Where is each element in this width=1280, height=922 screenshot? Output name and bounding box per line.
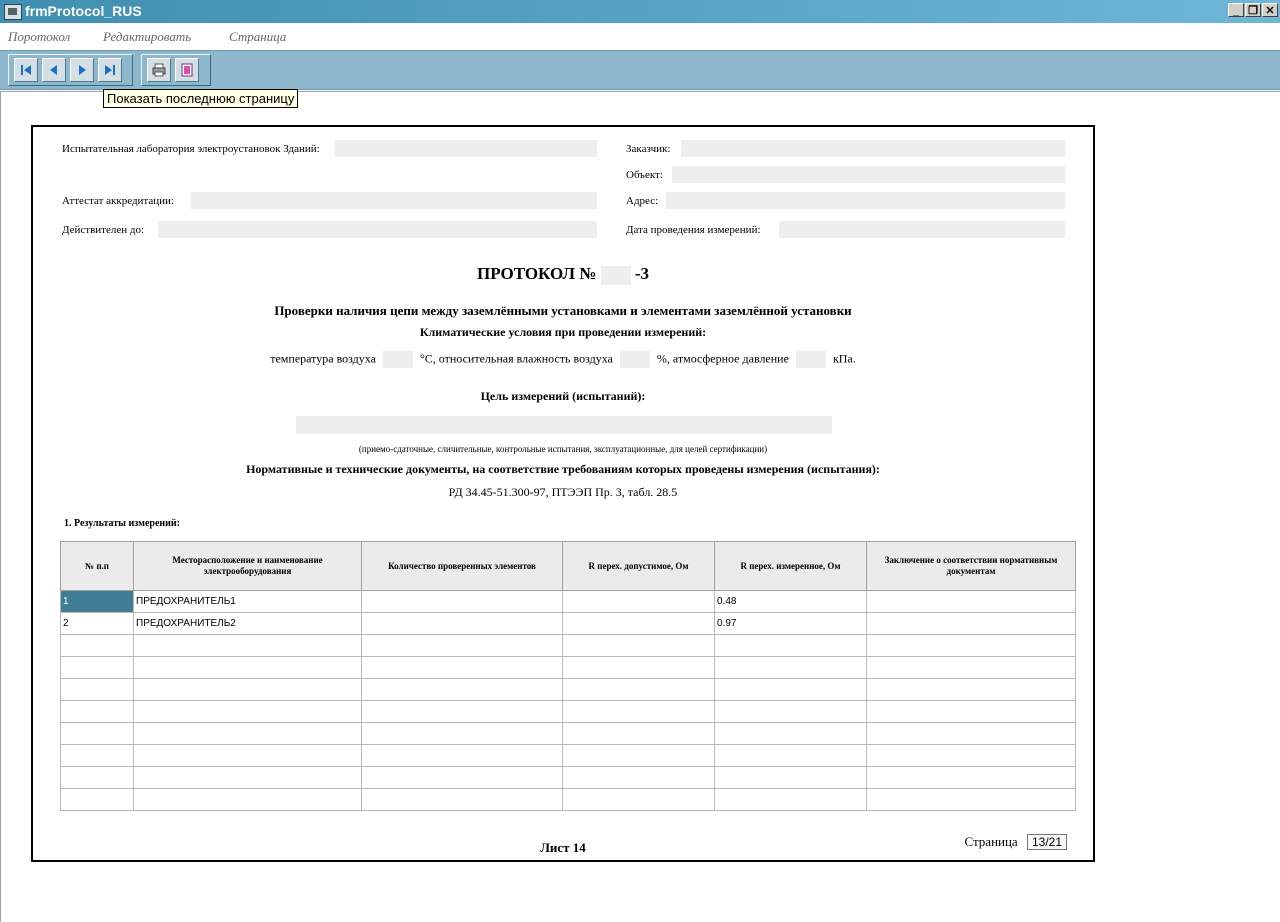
table-cell[interactable] (563, 701, 715, 723)
sheet-label: Лист 14 (540, 840, 586, 855)
table-row[interactable] (61, 723, 1076, 745)
menu-page[interactable]: Страница (229, 29, 287, 44)
valid-until-label: Действителен до: (62, 224, 145, 236)
table-cell[interactable] (867, 613, 1076, 635)
date-label: Дата проведения измерений: (626, 224, 761, 236)
climate-line (33, 351, 1093, 368)
customer-label: Заказчик: (626, 143, 671, 155)
page-label: Страница (964, 834, 1018, 849)
table-cell[interactable]: ПРЕДОХРАНИТЕЛЬ2 (134, 613, 362, 635)
table-cell[interactable] (134, 767, 362, 789)
table-cell[interactable] (867, 635, 1076, 657)
first-page-button[interactable] (14, 58, 38, 82)
goal-hint: (приемо-сдаточные, сличительные, контрольные испытания, эксплуатационные, для целей сертификации) (358, 444, 768, 454)
menu-protocol[interactable]: Поротокол (8, 29, 71, 44)
table-cell[interactable] (563, 613, 715, 635)
column-header-number: № п.п (61, 542, 134, 591)
table-cell[interactable] (563, 745, 715, 767)
protocol-title-suffix: -3 (634, 264, 650, 283)
table-cell[interactable] (715, 767, 867, 789)
tooltip: Показать последнюю страницу (103, 89, 298, 108)
table-cell[interactable] (134, 745, 362, 767)
table-cell[interactable] (61, 745, 134, 767)
table-cell[interactable] (563, 591, 715, 613)
table-cell[interactable] (563, 789, 715, 811)
table-cell[interactable] (715, 679, 867, 701)
table-cell[interactable] (715, 789, 867, 811)
print-button[interactable] (147, 58, 171, 82)
table-cell[interactable] (715, 657, 867, 679)
window-title: frmProtocol_RUS (25, 3, 142, 19)
table-cell[interactable] (134, 789, 362, 811)
table-cell[interactable] (563, 635, 715, 657)
column-header-location: Месторасположение и наименование электрооборудования (134, 542, 362, 591)
protocol-number-field[interactable] (601, 266, 631, 285)
export-button[interactable] (175, 58, 199, 82)
climate-temp-label: температура воздуха (270, 351, 376, 366)
protocol-subtitle: Проверки наличия цепи между заземлёнными установками и элементами заземлённой установки (274, 303, 852, 318)
address-field[interactable] (666, 192, 1065, 209)
next-page-icon (74, 62, 90, 78)
app-icon[interactable] (4, 4, 22, 20)
table-cell[interactable] (867, 723, 1076, 745)
table-cell[interactable] (362, 635, 563, 657)
restore-button[interactable]: ❐ (1245, 3, 1261, 17)
actions-group (141, 54, 211, 86)
table-row[interactable] (61, 657, 1076, 679)
next-page-button[interactable] (70, 58, 94, 82)
table-cell[interactable] (362, 657, 563, 679)
valid-until-field[interactable] (158, 221, 597, 238)
table-cell[interactable] (61, 789, 134, 811)
export-icon (179, 62, 195, 78)
table-cell[interactable] (61, 635, 134, 657)
page-number-box: 13/21 (1027, 834, 1067, 850)
table-cell[interactable]: 1 (61, 591, 134, 613)
table-cell[interactable]: 0.48 (715, 591, 867, 613)
menu-edit[interactable]: Редактировать (103, 29, 192, 44)
table-cell[interactable] (563, 679, 715, 701)
table-cell[interactable]: 2 (61, 613, 134, 635)
results-table (60, 541, 1076, 811)
table-cell[interactable] (362, 679, 563, 701)
table-cell[interactable] (362, 723, 563, 745)
table-cell[interactable] (563, 723, 715, 745)
humidity-field[interactable] (620, 351, 650, 368)
table-cell[interactable] (362, 613, 563, 635)
table-row[interactable] (61, 789, 1076, 811)
protocol-title (33, 264, 1093, 285)
table-row[interactable] (61, 591, 1076, 613)
table-cell[interactable] (563, 657, 715, 679)
table-cell[interactable] (134, 723, 362, 745)
norms-value: РД 34.45-51.300-97, ПТЭЭП Пр. 3, табл. 28.5 (448, 485, 678, 499)
table-cell[interactable] (362, 591, 563, 613)
climate-unit-pct: %, атмосферное давление (656, 351, 789, 366)
table-row[interactable] (61, 679, 1076, 701)
climate-heading: Климатические условия при проведении измерений: (419, 325, 707, 339)
table-cell[interactable] (715, 635, 867, 657)
table-cell[interactable] (867, 679, 1076, 701)
title-bar (0, 0, 1280, 23)
lab-label: Испытательная лаборатория электроустановок Зданий: (62, 143, 320, 155)
object-field[interactable] (672, 166, 1065, 183)
climate-unit-kpa: кПа. (832, 351, 856, 366)
close-button[interactable]: ✕ (1262, 3, 1278, 17)
table-cell[interactable] (134, 635, 362, 657)
table-row[interactable] (61, 767, 1076, 789)
climate-unit-c: °С, относительная влажность воздуха (419, 351, 613, 366)
table-cell[interactable] (61, 657, 134, 679)
report-page (31, 125, 1095, 862)
printer-icon (151, 62, 167, 78)
table-row[interactable] (61, 613, 1076, 635)
protocol-title-prefix: ПРОТОКОЛ № (476, 264, 597, 283)
table-row[interactable] (61, 701, 1076, 723)
table-cell[interactable] (362, 767, 563, 789)
table-cell[interactable] (867, 789, 1076, 811)
table-cell[interactable] (867, 767, 1076, 789)
table-cell[interactable] (61, 701, 134, 723)
column-header-conclusion: Заключение о соответствии нормативным документам (867, 542, 1076, 591)
table-cell[interactable] (867, 701, 1076, 723)
accreditation-label: Аттестат аккредитации: (62, 195, 174, 207)
table-cell[interactable] (362, 789, 563, 811)
last-page-button[interactable] (98, 58, 122, 82)
pressure-field[interactable] (796, 351, 826, 368)
first-page-icon (18, 62, 34, 78)
table-cell[interactable] (134, 701, 362, 723)
customer-field[interactable] (681, 140, 1065, 157)
column-header-r-allowed: R перех. допустимое, Ом (563, 542, 715, 591)
lab-field[interactable] (335, 140, 597, 157)
table-cell[interactable] (867, 591, 1076, 613)
table-cell[interactable] (61, 767, 134, 789)
table-cell[interactable]: 0.97 (715, 613, 867, 635)
table-row[interactable] (61, 635, 1076, 657)
toolbar (0, 50, 1280, 90)
temperature-field[interactable] (383, 351, 413, 368)
table-cell[interactable] (61, 679, 134, 701)
table-cell[interactable] (867, 745, 1076, 767)
last-page-icon (102, 62, 118, 78)
table-cell[interactable] (134, 679, 362, 701)
goal-heading: Цель измерений (испытаний): (480, 389, 646, 403)
table-cell[interactable] (867, 657, 1076, 679)
goal-field[interactable] (296, 416, 832, 434)
prev-page-icon (46, 62, 62, 78)
table-cell[interactable] (134, 657, 362, 679)
object-label: Объект: (626, 169, 663, 181)
date-field[interactable] (779, 221, 1065, 238)
column-header-count: Количество проверенных элементов (362, 542, 563, 591)
window-controls (1228, 3, 1278, 17)
minimize-button[interactable]: _ (1228, 3, 1244, 17)
table-cell[interactable] (715, 723, 867, 745)
table-cell[interactable]: ПРЕДОХРАНИТЕЛЬ1 (134, 591, 362, 613)
menu-bar (0, 23, 1280, 50)
page-indicator (964, 834, 1067, 850)
address-label: Адрес: (626, 195, 659, 207)
prev-page-button[interactable] (42, 58, 66, 82)
table-cell[interactable] (715, 745, 867, 767)
column-header-r-measured: R перех. измеренное, Ом (715, 542, 867, 591)
results-heading: 1. Результаты измерений: (64, 518, 180, 529)
table-cell[interactable] (362, 701, 563, 723)
table-header-row (61, 542, 1076, 591)
accreditation-field[interactable] (191, 192, 597, 209)
table-cell[interactable] (61, 723, 134, 745)
table-cell[interactable] (715, 701, 867, 723)
table-row[interactable] (61, 745, 1076, 767)
table-cell[interactable] (563, 767, 715, 789)
table-cell[interactable] (362, 745, 563, 767)
norms-heading: Нормативные и технические документы, на соответствие требованиям которых проведены измерения (испытания): (246, 462, 880, 476)
navigation-group (8, 54, 133, 86)
